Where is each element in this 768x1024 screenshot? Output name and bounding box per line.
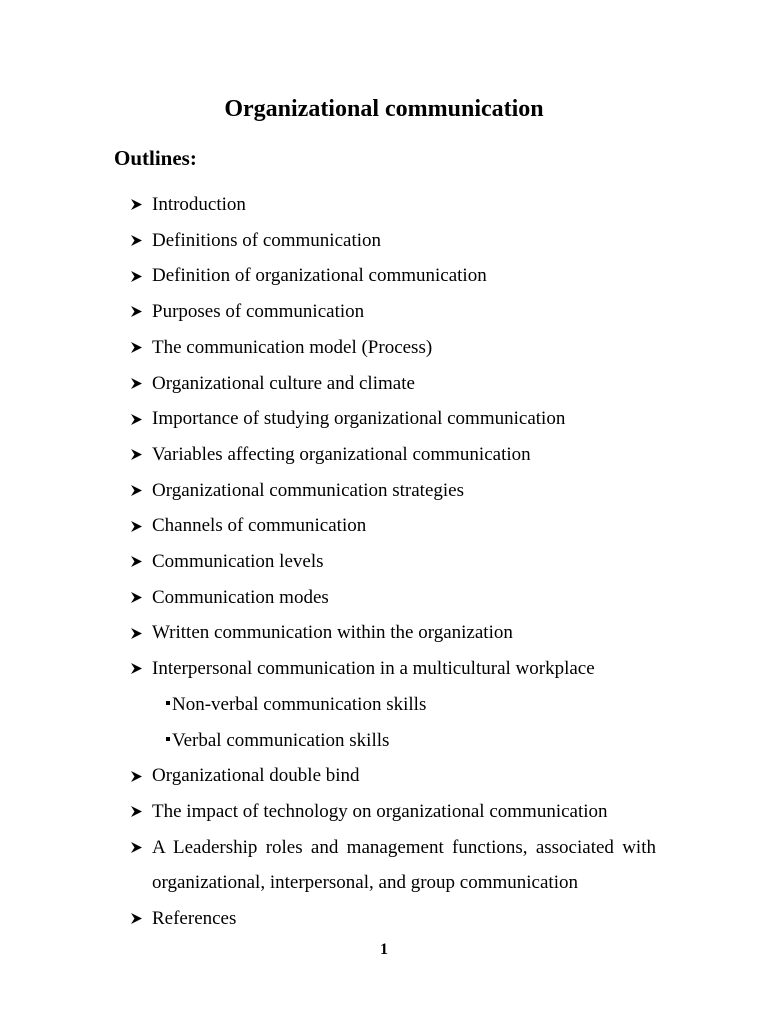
list-item	[130, 651, 656, 687]
list-item	[130, 580, 656, 616]
arrowhead-bullet-icon	[130, 544, 146, 580]
list-item-text: Definitions of communication	[152, 229, 382, 251]
list-item-text: The impact of technology on organizational communication	[152, 800, 608, 822]
arrowhead-bullet-icon	[130, 794, 146, 830]
sub-list-item	[130, 723, 656, 759]
square-bullet-icon	[166, 701, 170, 705]
list-item-text: The communication model (Process)	[152, 336, 433, 358]
list-item	[130, 830, 656, 901]
list-item-text: Organizational double bind	[152, 765, 360, 787]
list-item	[130, 544, 656, 580]
arrowhead-bullet-icon	[130, 473, 146, 509]
arrowhead-bullet-icon	[130, 651, 146, 687]
list-item-text: Definition of organizational communication	[152, 265, 487, 287]
list-item-text: Importance of studying organizational communication	[152, 408, 566, 430]
list-item	[130, 187, 656, 223]
arrowhead-bullet-icon	[130, 437, 146, 473]
list-item-text: References	[152, 908, 237, 930]
arrowhead-bullet-icon	[130, 508, 146, 544]
square-bullet-icon	[166, 737, 170, 741]
list-item-text: Organizational culture and climate	[152, 372, 415, 394]
page-number: 1	[380, 941, 388, 958]
arrowhead-bullet-icon	[130, 401, 146, 437]
list-item-text: Purposes of communication	[152, 301, 365, 323]
outline-list	[130, 187, 656, 937]
list-item	[130, 401, 656, 437]
list-item	[130, 330, 656, 366]
arrowhead-bullet-icon	[130, 187, 146, 223]
arrowhead-bullet-icon	[130, 294, 146, 330]
arrowhead-bullet-icon	[130, 615, 146, 651]
arrowhead-bullet-icon	[130, 366, 146, 402]
list-item	[130, 223, 656, 259]
arrowhead-bullet-icon	[130, 901, 146, 937]
list-item-text: Communication modes	[152, 586, 329, 608]
arrowhead-bullet-icon	[130, 223, 146, 259]
list-item	[130, 437, 656, 473]
sub-list-item-text: Verbal communication skills	[172, 729, 390, 751]
list-item-text: A Leadership roles and management functions, associated with organizational, interpersonal, and group communication	[152, 836, 656, 894]
outlines-heading: Outlines:	[114, 146, 197, 170]
list-item	[130, 258, 656, 294]
page-title: Organizational communication	[224, 96, 544, 122]
sub-list-item	[130, 687, 656, 723]
arrowhead-bullet-icon	[130, 758, 146, 794]
list-item-text: Communication levels	[152, 551, 324, 573]
list-item-text: Channels of communication	[152, 515, 367, 537]
list-item	[130, 508, 656, 544]
sub-list-item-text: Non-verbal communication skills	[172, 693, 427, 715]
arrowhead-bullet-icon	[130, 258, 146, 294]
list-item	[130, 901, 656, 937]
list-item	[130, 758, 656, 794]
list-item-text: Interpersonal communication in a multicultural workplace	[152, 658, 595, 680]
list-item-text: Variables affecting organizational communication	[152, 443, 531, 465]
list-item-text: Organizational communication strategies	[152, 479, 464, 501]
list-item	[130, 794, 656, 830]
list-item	[130, 473, 656, 509]
arrowhead-bullet-icon	[130, 330, 146, 366]
list-item	[130, 294, 656, 330]
arrowhead-bullet-icon	[130, 830, 146, 866]
list-item	[130, 615, 656, 651]
list-item	[130, 366, 656, 402]
list-item-text: Written communication within the organization	[152, 622, 513, 644]
arrowhead-bullet-icon	[130, 580, 146, 616]
list-item-text: Introduction	[152, 194, 246, 215]
